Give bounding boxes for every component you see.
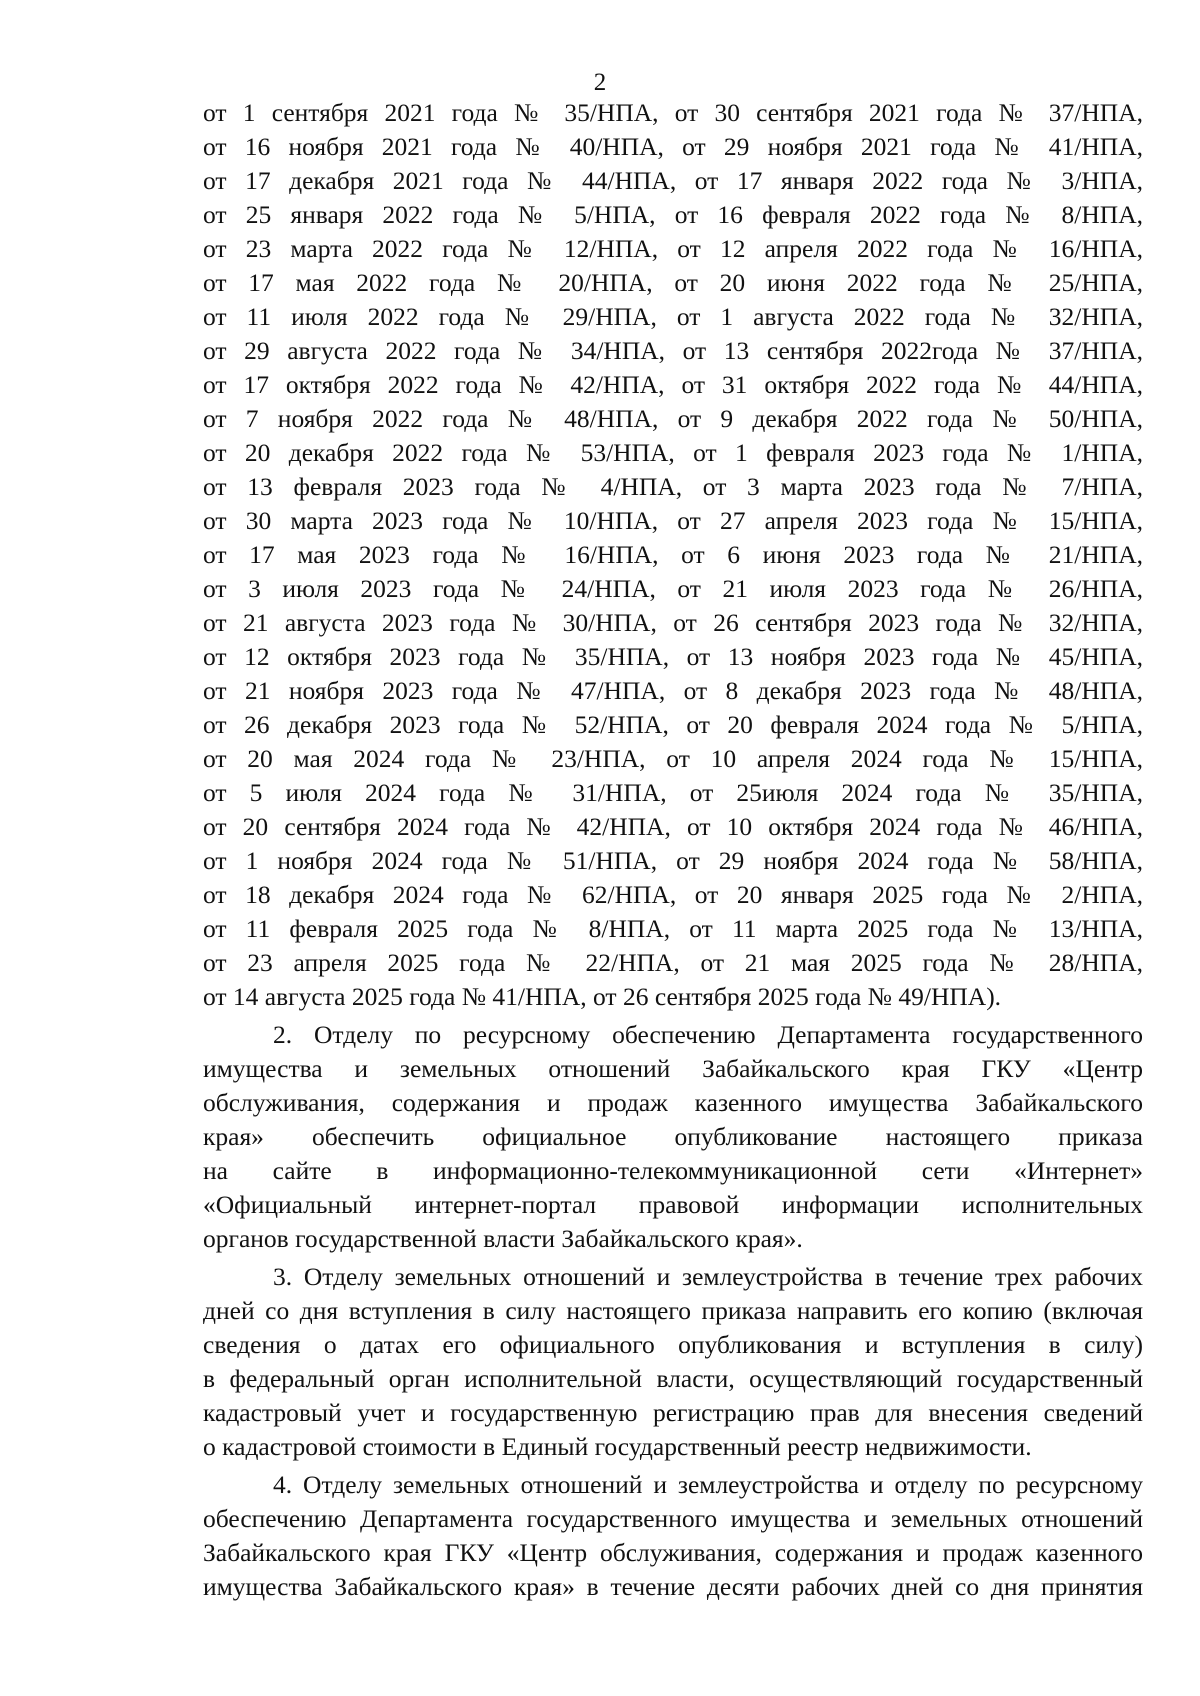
- paragraph-clause-4: [203, 1468, 1143, 1604]
- text-line: от 1 сентября 2021 года № 35/НПА, от 30 сентября 2021 года № 37/НПА,: [203, 98, 1143, 127]
- text-line: от 26 декабря 2023 года № 52/НПА, от 20 февраля 2024 года № 5/НПА,: [203, 710, 1143, 739]
- text-line: от 25 января 2022 года № 5/НПА, от 16 февраля 2022 года № 8/НПА,: [203, 200, 1143, 229]
- text-line: от 17 декабря 2021 года № 44/НПА, от 17 января 2022 года № 3/НПА,: [203, 166, 1143, 195]
- text-line: от 17 мая 2023 года № 16/НПА, от 6 июня 2023 года № 21/НПА,: [203, 540, 1143, 569]
- text-line: от 20 мая 2024 года № 23/НПА, от 10 апреля 2024 года № 15/НПА,: [203, 744, 1143, 773]
- text-line: дней со дня вступления в силу настоящего приказа направить его копию (включая: [203, 1296, 1143, 1325]
- paragraph-clause-3: [203, 1260, 1143, 1464]
- text-line: обеспечению Департамента государственного имущества и земельных отношений: [203, 1504, 1143, 1533]
- text-line: от 30 марта 2023 года № 10/НПА, от 27 апреля 2023 года № 15/НПА,: [203, 506, 1143, 535]
- text-line: в федеральный орган исполнительной власти, осуществляющий государственный: [203, 1364, 1143, 1393]
- text-line: 4. Отделу земельных отношений и землеустройства и отделу по ресурсному: [273, 1470, 1143, 1499]
- text-line: от 1 ноября 2024 года № 51/НПА, от 29 ноября 2024 года № 58/НПА,: [203, 846, 1143, 875]
- text-line: от 11 июля 2022 года № 29/НПА, от 1 августа 2022 года № 32/НПА,: [203, 302, 1143, 331]
- text-line: органов государственной власти Забайкальского края».: [203, 1224, 803, 1253]
- text-line: имущества и земельных отношений Забайкальского края ГКУ «Центр: [203, 1054, 1143, 1083]
- text-line: от 5 июля 2024 года № 31/НПА, от 25июля 2024 года № 35/НПА,: [203, 778, 1143, 807]
- paragraph-clause-2: [203, 1018, 1143, 1256]
- text-line: от 16 ноября 2021 года № 40/НПА, от 29 ноября 2021 года № 41/НПА,: [203, 132, 1143, 161]
- text-line: от 17 октября 2022 года № 42/НПА, от 31 октября 2022 года № 44/НПА,: [203, 370, 1143, 399]
- text-line: от 20 сентября 2024 года № 42/НПА, от 10 октября 2024 года № 46/НПА,: [203, 812, 1143, 841]
- text-line: от 7 ноября 2022 года № 48/НПА, от 9 декабря 2022 года № 50/НПА,: [203, 404, 1143, 433]
- text-line: от 11 февраля 2025 года № 8/НПА, от 11 марта 2025 года № 13/НПА,: [203, 914, 1143, 943]
- text-line: от 18 декабря 2024 года № 62/НПА, от 20 января 2025 года № 2/НПА,: [203, 880, 1143, 909]
- paragraph-amendments-list: [203, 96, 1143, 1014]
- text-line: от 17 мая 2022 года № 20/НПА, от 20 июня 2022 года № 25/НПА,: [203, 268, 1143, 297]
- text-line: от 21 ноября 2023 года № 47/НПА, от 8 декабря 2023 года № 48/НПА,: [203, 676, 1143, 705]
- text-line: от 14 августа 2025 года № 41/НПА, от 26 сентября 2025 года № 49/НПА).: [203, 982, 1002, 1011]
- text-line: о кадастровой стоимости в Единый государственный реестр недвижимости.: [203, 1432, 1032, 1461]
- text-line: от 29 августа 2022 года № 34/НПА, от 13 сентября 2022года № 37/НПА,: [203, 336, 1143, 365]
- text-line: имущества Забайкальского края» в течение десяти рабочих дней со дня принятия: [203, 1572, 1143, 1601]
- text-line: края» обеспечить официальное опубликование настоящего приказа: [203, 1122, 1143, 1151]
- text-line: обслуживания, содержания и продаж казенного имущества Забайкальского: [203, 1088, 1143, 1117]
- text-line: 3. Отделу земельных отношений и землеустройства в течение трех рабочих: [273, 1262, 1143, 1291]
- text-line: сведения о датах его официального опубликования и вступления в силу): [203, 1330, 1143, 1359]
- text-line: Забайкальского края ГКУ «Центр обслуживания, содержания и продаж казенного: [203, 1538, 1143, 1567]
- text-line: от 21 августа 2023 года № 30/НПА, от 26 сентября 2023 года № 32/НПА,: [203, 608, 1143, 637]
- text-line: от 23 марта 2022 года № 12/НПА, от 12 апреля 2022 года № 16/НПА,: [203, 234, 1143, 263]
- text-line: 2. Отделу по ресурсному обеспечению Департамента государственного: [273, 1020, 1143, 1049]
- document-body: [203, 96, 1143, 1604]
- text-line: от 12 октября 2023 года № 35/НПА, от 13 ноября 2023 года № 45/НПА,: [203, 642, 1143, 671]
- text-line: «Официальный интернет-портал правовой информации исполнительных: [203, 1190, 1143, 1219]
- text-line: на сайте в информационно-телекоммуникационной сети «Интернет»: [203, 1156, 1143, 1185]
- text-line: от 20 декабря 2022 года № 53/НПА, от 1 февраля 2023 года № 1/НПА,: [203, 438, 1143, 467]
- text-line: кадастровый учет и государственную регистрацию прав для внесения сведений: [203, 1398, 1143, 1427]
- text-line: от 3 июля 2023 года № 24/НПА, от 21 июля 2023 года № 26/НПА,: [203, 574, 1143, 603]
- text-line: от 13 февраля 2023 года № 4/НПА, от 3 марта 2023 года № 7/НПА,: [203, 472, 1143, 501]
- page-number: 2: [593, 69, 607, 96]
- text-line: от 23 апреля 2025 года № 22/НПА, от 21 мая 2025 года № 28/НПА,: [203, 948, 1143, 977]
